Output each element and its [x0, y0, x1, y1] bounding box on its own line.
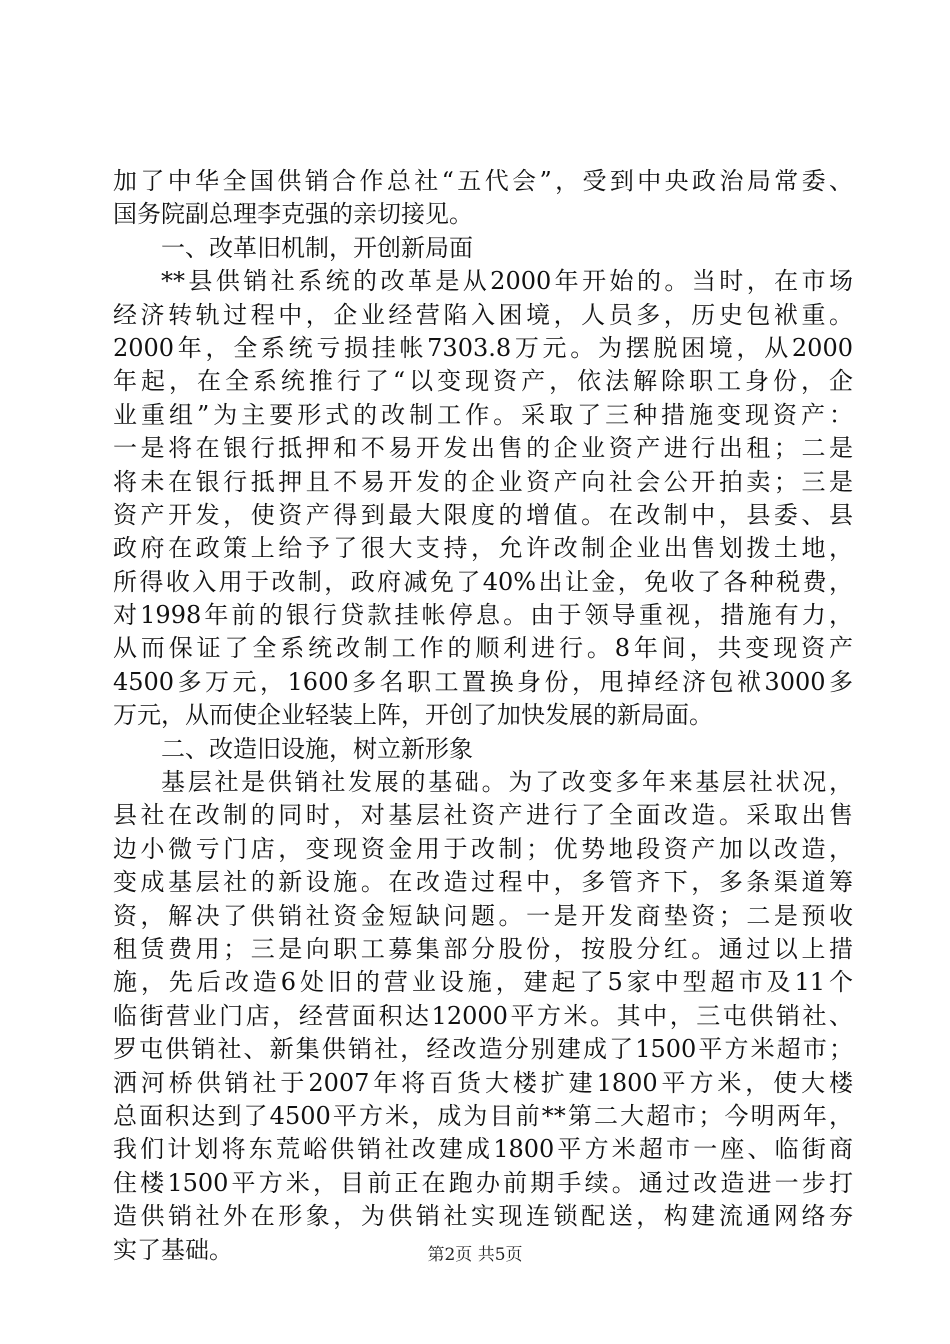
text-line: 施，先后改造6处旧的营业设施，建起了5家中型超市及11个	[113, 968, 853, 997]
text-line: 政府在政策上给予了很大支持，允许改制企业出售划拨土地，	[113, 534, 853, 563]
text-line: 加了中华全国供销合作总社“五代会”，受到中央政治局常委、	[113, 167, 853, 195]
text-line: 资产开发，使资产得到最大限度的增值。在改制中，县委、县	[113, 500, 853, 529]
text-line: 二、改造旧设施，树立新形象	[161, 734, 473, 763]
text-line: 我们计划将东荒峪供销社改建成1800平方米超市一座、临街商	[113, 1135, 853, 1164]
text-line: 从而保证了全系统改制工作的顺利进行。8年间，共变现资产	[113, 634, 853, 663]
text-line: 2000年，全系统亏损挂帐7303.8万元。为摆脱困境，从2000	[113, 333, 853, 362]
text-line: 所得收入用于改制，政府减免了40%出让金，免收了各种税费，	[113, 567, 853, 596]
text-line: 万元，从而使企业轻装上阵，开创了加快发展的新局面。	[113, 701, 713, 730]
document-body	[113, 165, 853, 1267]
text-line: 4500多万元，1600多名职工置换身份，甩掉经济包袱3000多	[113, 667, 853, 696]
text-line: **县供销社系统的改革是从2000年开始的。当时，在市场	[161, 267, 853, 296]
text-line: 一、改革旧机制，开创新局面	[161, 233, 473, 262]
text-line: 将未在银行抵押且不易开发的企业资产向社会公开拍卖；三是	[113, 467, 853, 496]
text-line: 基层社是供销社发展的基础。为了改变多年来基层社状况，	[161, 768, 853, 797]
text-line: 业重组”为主要形式的改制工作。采取了三种措施变现资产：	[113, 400, 853, 429]
text-line: 临街营业门店，经营面积达12000平方米。其中，三屯供销社、	[113, 1001, 853, 1030]
text-line: 租赁费用；三是向职工募集部分股份，按股分红。通过以上措	[113, 934, 853, 963]
text-line: 总面积达到了4500平方米，成为目前**第二大超市；今明两年，	[113, 1101, 853, 1130]
page-footer: 第2页 共5页	[427, 1245, 523, 1265]
text-line: 县社在改制的同时，对基层社资产进行了全面改造。采取出售	[113, 801, 853, 830]
text-line: 对1998年前的银行贷款挂帐停息。由于领导重视，措施有力，	[113, 601, 853, 630]
text-line: 罗屯供销社、新集供销社，经改造分别建成了1500平方米超市；	[113, 1035, 853, 1064]
text-line: 造供销社外在形象，为供销社实现连锁配送，构建流通网络夯	[113, 1202, 853, 1231]
text-line: 变成基层社的新设施。在改造过程中，多管齐下，多条渠道筹	[113, 868, 853, 897]
text-line: 经济转轨过程中，企业经营陷入困境，人员多，历史包袱重。	[113, 300, 853, 329]
text-line: 实了基础。	[113, 1235, 233, 1264]
text-line: 边小微亏门店，变现资金用于改制；优势地段资产加以改造，	[113, 834, 853, 863]
text-line: 洒河桥供销社于2007年将百货大楼扩建1800平方米，使大楼	[113, 1068, 853, 1097]
text-line: 资，解决了供销社资金短缺问题。一是开发商垫资；二是预收	[113, 901, 853, 930]
text-line: 住楼1500平方米，目前正在跑办前期手续。通过改造进一步打	[113, 1168, 853, 1197]
text-line: 年起，在全系统推行了“以变现资产，依法解除职工身份，企	[113, 367, 853, 396]
text-line: 国务院副总理李克强的亲切接见。	[113, 200, 473, 229]
text-line: 一是将在银行抵押和不易开发出售的企业资产进行出租；二是	[113, 434, 853, 463]
